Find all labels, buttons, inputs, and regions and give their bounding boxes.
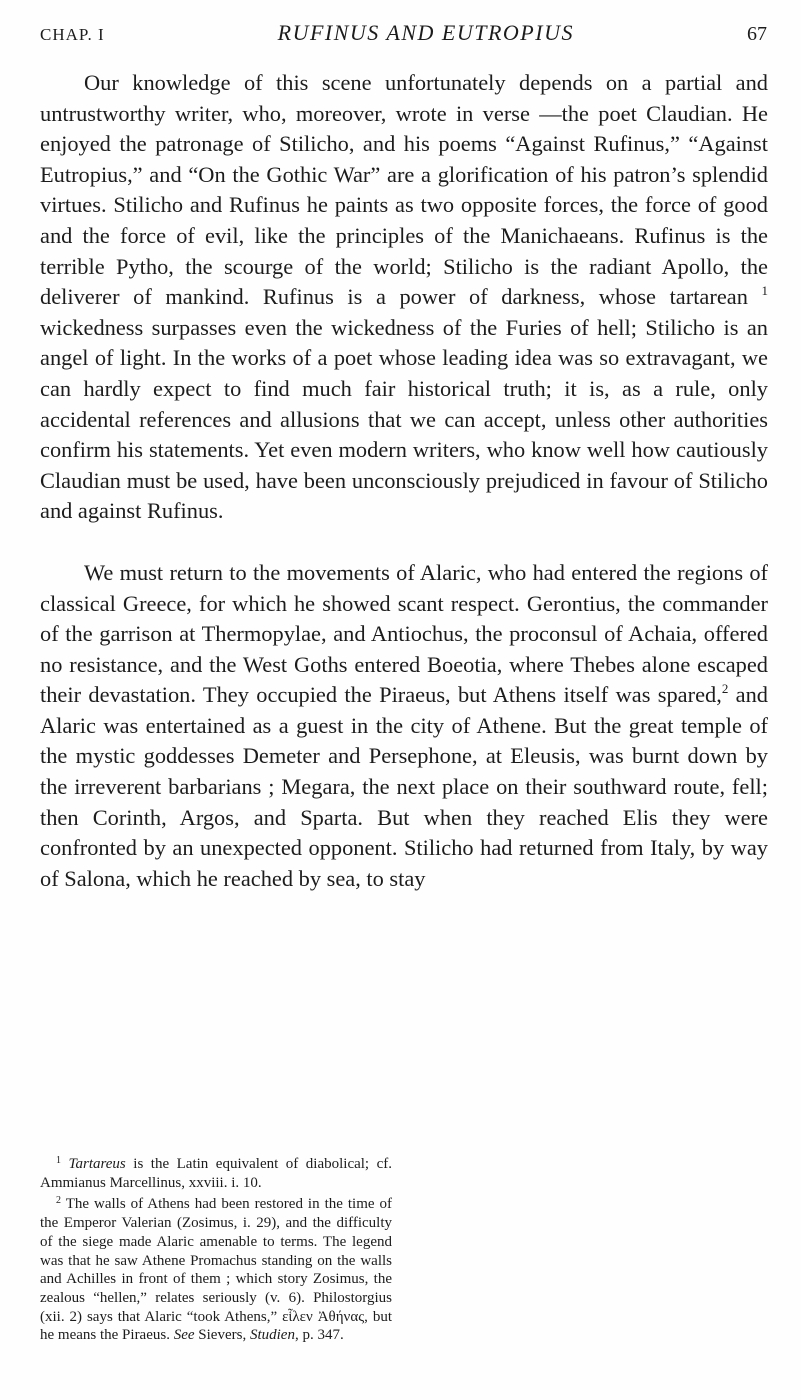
body-text	[40, 68, 768, 894]
running-header	[40, 20, 767, 54]
paragraph-1-text-a: Our knowledge of this scene unfortunately depends on a partial and untrustworthy writer, who, moreover, wrote in verse —the poet Claudian. He enjoyed the patronage of Stilicho, and his poems “Against Rufinus,” “Against Eutropius,” and “On the Gothic War” are a glorification of his patron’s splendid virtues. Stilicho and Rufinus he paints as two opposite forces, the force of good and the force of evil, like the principles of the Manichaeans. Rufinus is the terrible Pytho, the scourge of the world; Stilicho is the radiant Apollo, the deliverer of mankind. Rufinus is a power of darkness, whose tartarean	[40, 70, 768, 310]
footnote-2-see: See	[173, 1327, 195, 1344]
footnote-1-mark: 1	[56, 1155, 61, 1166]
footnotes	[40, 1152, 768, 1345]
footnote-2-text-c: Sievers,	[194, 1327, 250, 1344]
footnote-2-work: Studien	[249, 1327, 295, 1344]
page-number: 67	[746, 23, 767, 45]
paragraph-2-text-a: We must return to the movements of Alaric, who had entered the regions of classical Greece, for which he showed scant respect. Gerontius, the commander of the garrison at Thermopylae, and Antiochus, the proconsul of Achaia, offered no resistance, and the West Goths entered Boeotia, where Thebes alone escaped their devastation. They occupied the Piraeus, but Athens itself was spared,	[40, 559, 768, 708]
footnote-2-text-a: The walls of Athens had been restored in the time of the Emperor Valerian (Zosimus, i. 29), and the difficulty of the siege made Alaric amenable to terms. The legend was that he saw Athene Promachus standing on the walls and Achilles in front of them ; which story Zosimus, the zealous “hellen,” relates seriously (v. 6). Philostorgius (xii. 2) says that Alaric “took Athens,”	[40, 1196, 392, 1325]
paragraph-1-text-b: wickedness surpasses even the wickedness of the Furies of hell; Stilicho is an angel of light. In the works of a poet whose leading idea was so extravagant, we can hardly expect to find much fair historical truth; it is, as a rule, only accidental references and allusions that we can accept, unless other authorities confirm his statements. Yet even modern writers, who know well how cautiously Claudian must be used, have been unconsciously prejudiced in favour of Stilicho and against Rufinus.	[40, 314, 768, 524]
running-title: RUFINUS AND EUTROPIUS	[277, 20, 574, 45]
footnote-2-text-b: , but he means the Piraeus.	[40, 1308, 393, 1344]
footnote-1-term: Tartareus	[68, 1156, 126, 1172]
footnote-2-start	[40, 1192, 392, 1345]
paragraph-2	[40, 558, 768, 895]
paragraph-2-text-b: and Alaric was entertained as a guest in the city of Athene. But the great temple of the mystic goddesses Demeter and Persephone, at Eleusis, was burnt down by the irreverent barbarians ; Megara, the next place on their southward route, fell; then Corinth, Argos, and Sparta. But when they reached Elis they were confronted by an unexpected opponent. Stilicho had returned from Italy, by way of Salona, which he reached by sea, to stay	[40, 682, 768, 891]
footnote-column-left	[40, 1152, 392, 1345]
footnote-ref-2[interactable]: 2	[721, 681, 729, 697]
chapter-label: CHAP. I	[40, 25, 105, 44]
footnote-2-text-d: , p. 347.	[294, 1327, 344, 1344]
footnote-2-greek: εἷλεν Ἀθήνας	[282, 1308, 365, 1325]
footnote-ref-1[interactable]: 1	[761, 283, 768, 299]
paragraph-1	[40, 68, 768, 527]
footnote-2-mark: 2	[56, 1195, 61, 1207]
footnote-1-text: is the Latin equivalent of diabolical; cf. Ammianus Marcellinus, xxviii. i. 10.	[40, 1156, 393, 1191]
footnote-1	[40, 1152, 392, 1192]
